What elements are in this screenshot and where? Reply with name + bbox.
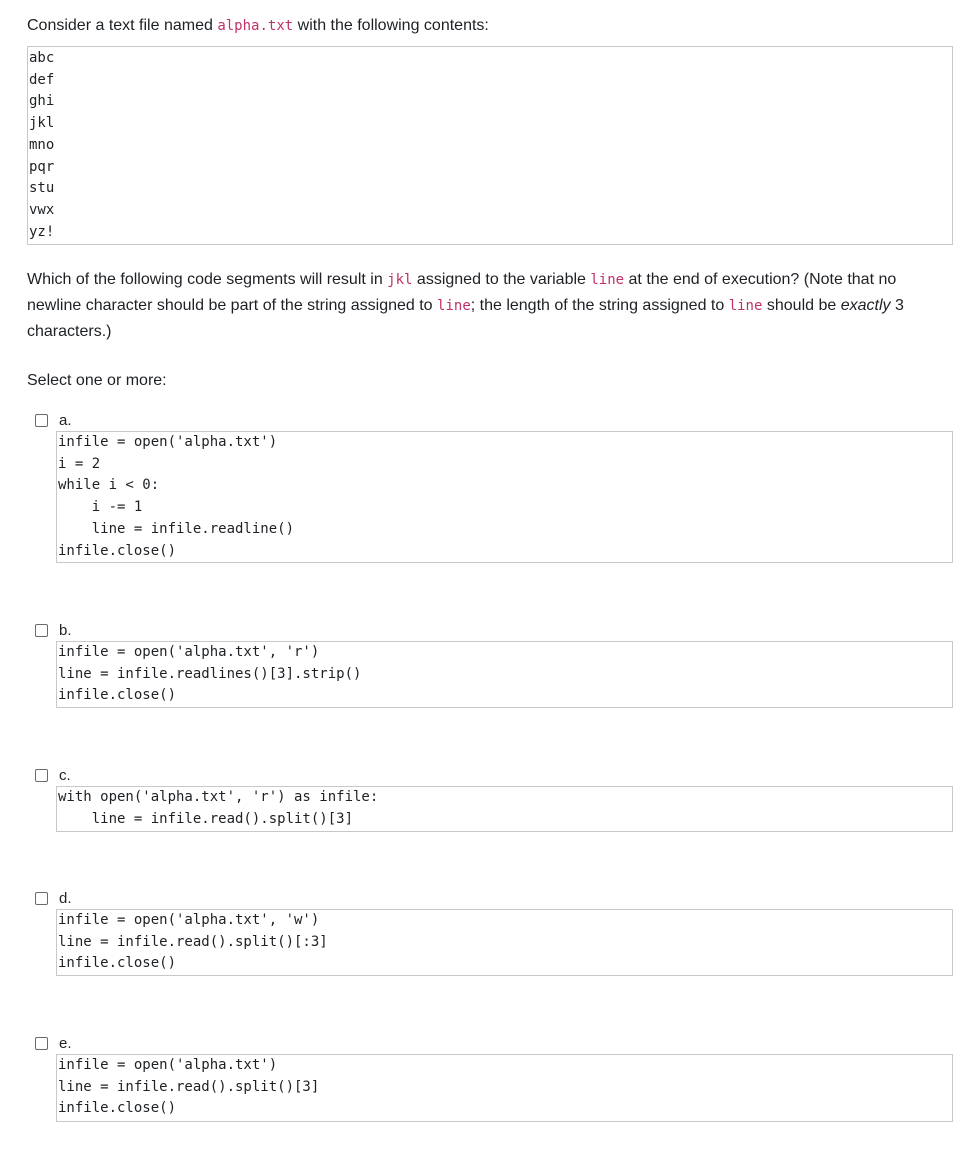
option-c-checkbox[interactable] [35,769,48,782]
question-part: assigned to the variable [412,271,591,288]
question-code: line [437,298,471,314]
question-part: 3 characters.) [27,297,904,340]
intro-text [27,14,953,38]
question-part: at the end of execution? (Note that no newline character should be part of the string assigned to [27,271,897,314]
question-part: should be [762,297,841,314]
option-c-code: with open('alpha.txt', 'r') as infile: line = infile.read().split()[3] [56,786,953,832]
option-d-checkbox[interactable] [35,892,48,905]
options-list [27,409,953,1122]
question-code: jkl [387,272,413,288]
option-d [27,887,953,976]
question-code: line [728,298,763,314]
option-e-code: infile = open('alpha.txt') line = infile.read().split()[3] infile.close() [56,1054,953,1122]
option-e-letter: e. [59,1034,72,1052]
intro-prefix: Consider a text file named [27,17,218,34]
option-d-row[interactable] [27,887,953,909]
question-part: ; the length of the string assigned to [470,297,729,314]
option-d-letter: d. [59,889,72,907]
option-b-row[interactable] [27,619,953,641]
option-a-code: infile = open('alpha.txt') i = 2 while i < 0: i -= 1 line = infile.readline() infile.close() [56,431,953,563]
option-a-checkbox[interactable] [35,414,48,427]
option-b [27,619,953,708]
option-e-row[interactable] [27,1032,953,1054]
question-part: Which of the following code segments will result in [27,271,388,288]
option-b-checkbox[interactable] [35,624,48,637]
question-emphasis: exactly [840,297,891,314]
option-c-letter: c. [59,766,71,784]
file-contents-box: abc def ghi jkl mno pqr stu vwx yz! [27,46,953,245]
option-c [27,764,953,832]
option-d-code: infile = open('alpha.txt', 'w') line = infile.read().split()[:3] infile.close() [56,909,953,976]
select-prompt: Select one or more: [27,372,167,389]
option-a [27,409,953,563]
intro-suffix: with the following contents: [293,17,489,34]
option-b-letter: b. [59,621,72,639]
option-e [27,1032,953,1122]
option-a-letter: a. [59,411,72,429]
option-a-row[interactable] [27,409,953,431]
question-text [27,267,953,344]
question-code: line [590,272,625,288]
filename-code: alpha.txt [217,18,294,34]
option-b-code: infile = open('alpha.txt', 'r') line = infile.readlines()[3].strip() infile.close() [56,641,953,708]
option-c-row[interactable] [27,764,953,786]
option-e-checkbox[interactable] [35,1037,48,1050]
question-container [27,14,953,1122]
